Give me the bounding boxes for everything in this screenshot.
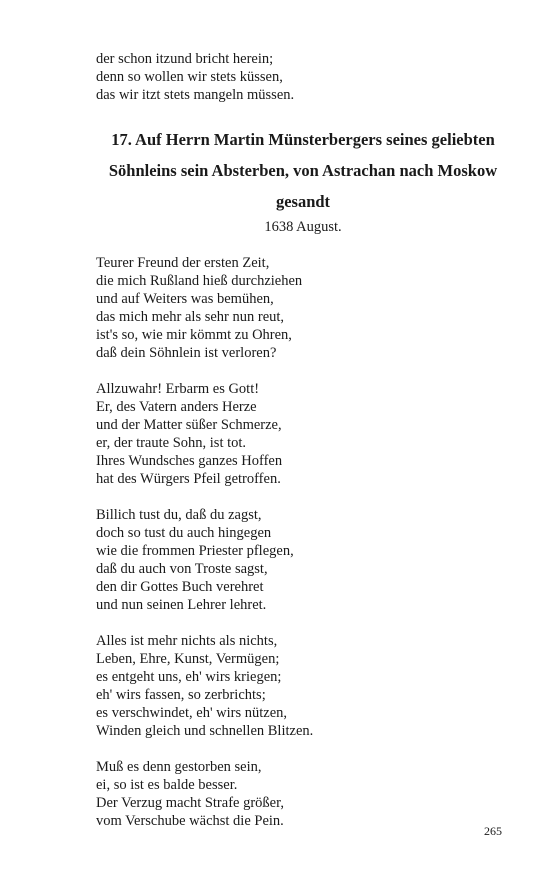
- verse-line: Der Verzug macht Strafe größer,: [96, 795, 284, 811]
- verse-line: das mich mehr als sehr nun reut,: [96, 309, 285, 325]
- verse-line: wie die frommen Priester pflegen,: [96, 543, 294, 559]
- poem-heading-line: Söhnleins sein Absterben, von Astrachan nach Moskow: [108, 161, 498, 180]
- verse-line: ist's so, wie mir kömmt zu Ohren,: [96, 327, 292, 343]
- verse-line: Muß es denn gestorben sein,: [96, 759, 262, 775]
- verse-line: und der Matter süßer Schmerze,: [96, 417, 282, 433]
- verse-line: es verschwindet, eh' wirs nützen,: [96, 705, 288, 721]
- poem-heading-line: 17. Auf Herrn Martin Münsterbergers seines geliebten: [111, 130, 495, 149]
- verse-line: daß du auch von Troste sagst,: [96, 561, 268, 577]
- verse-line: Er, des Vatern anders Herze: [96, 399, 257, 415]
- poem-date: 1638 August.: [264, 219, 342, 235]
- page-content: [96, 50, 516, 848]
- poem-heading-line: gesandt: [275, 192, 331, 211]
- verse-line: Teurer Freund der ersten Zeit,: [96, 255, 270, 271]
- verse-line: Ihres Wundsches ganzes Hoffen: [96, 453, 283, 469]
- verse-line: er, der traute Sohn, ist tot.: [96, 435, 247, 451]
- verse-line: der schon itzund bricht herein;: [96, 51, 274, 67]
- verse-line: das wir itzt stets mangeln müssen.: [96, 87, 295, 103]
- verse-line: Alles ist mehr nichts als nichts,: [96, 633, 278, 649]
- verse-line: Leben, Ehre, Kunst, Vermügen;: [96, 651, 280, 667]
- stanza: [96, 506, 516, 614]
- poem-heading: [96, 124, 516, 217]
- verse-line: denn so wollen wir stets küssen,: [96, 69, 283, 85]
- verse-line: Allzuwahr! Erbarm es Gott!: [96, 381, 260, 397]
- verse-line: hat des Würgers Pfeil getroffen.: [96, 471, 281, 487]
- verse-line: daß dein Söhnlein ist verloren?: [96, 345, 277, 361]
- verse-line: vom Verschube wächst die Pein.: [96, 813, 284, 829]
- stanza: [96, 632, 516, 740]
- stanza: [96, 758, 516, 830]
- page-number: 265: [484, 824, 502, 838]
- verse-line: und nun seinen Lehrer lehret.: [96, 597, 267, 613]
- stanza: [96, 380, 516, 488]
- verse-line: und auf Weiters was bemühen,: [96, 291, 274, 307]
- verse-line: ei, so ist es balde besser.: [96, 777, 238, 793]
- verse-line: es entgeht uns, eh' wirs kriegen;: [96, 669, 282, 685]
- verse-line: den dir Gottes Buch verehret: [96, 579, 264, 595]
- verse-line: die mich Rußland hieß durchziehen: [96, 273, 303, 289]
- verse-line: Winden gleich und schnellen Blitzen.: [96, 723, 314, 739]
- verse-line: Billich tust du, daß du zagst,: [96, 507, 262, 523]
- stanza: [96, 254, 516, 362]
- verse-line: doch so tust du auch hingegen: [96, 525, 272, 541]
- verse-line: eh' wirs fassen, so zerbrichts;: [96, 687, 266, 703]
- stanza-continuation: [96, 50, 516, 104]
